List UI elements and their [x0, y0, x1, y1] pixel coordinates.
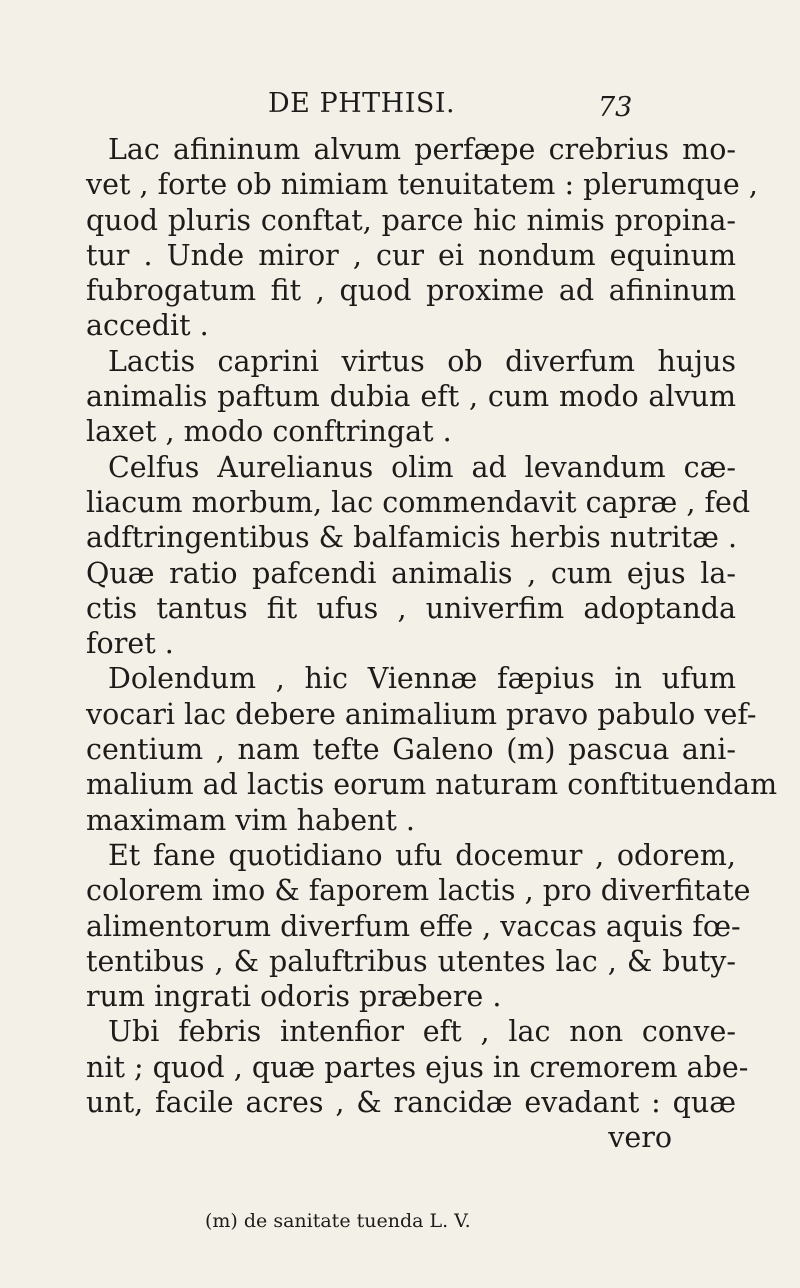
text-line: Celfus Aurelianus olim ad levandum cæ- — [108, 450, 736, 484]
text-line: adftringentibus & balfamicis herbis nutritæ . — [86, 521, 738, 555]
text-line: tentibus , & paluftribus utentes lac , & buty- — [86, 944, 736, 978]
text-line: Dolendum , hic Viennæ fæpius in ufum — [108, 662, 736, 696]
text-line: accedit . — [86, 309, 209, 343]
text-line: rum ingrati odoris præbere . — [86, 980, 502, 1014]
footnote: (m) de sanitate tuenda L. V. — [205, 1210, 471, 1232]
text-line: fubrogatum fit , quod proxime ad afininum — [86, 274, 736, 308]
text-line: Lac afininum alvum perfæpe crebrius mo- — [108, 133, 736, 166]
text-line: Et fane quotidiano ufu docemur , odorem, — [108, 838, 736, 872]
text-line: vocari lac debere animalium pravo pabulo vef- — [86, 697, 757, 731]
text-line: vet , forte ob nimiam tenuitatem : plerumque , — [86, 168, 758, 202]
text-line: liacum morbum, lac commendavit capræ , fed — [86, 485, 751, 519]
text-line: unt, facile acres , & rancidæ evadant : quæ — [86, 1086, 736, 1120]
text-line: Quæ ratio pafcendi animalis , cum ejus la- — [86, 556, 736, 590]
text-line: centium , nam tefte Galeno (m) pascua ani- — [86, 733, 736, 767]
text-line: nit ; quod , quæ partes ejus in cremorem abe- — [86, 1050, 749, 1084]
text-line: quod pluris conftat, parce hic nimis propina- — [86, 203, 736, 237]
text-line: maximam vim habent . — [86, 803, 415, 837]
catchword: vero — [608, 1121, 672, 1155]
text-line: colorem imo & faporem lactis , pro diverfitate — [86, 874, 751, 908]
text-line: alimentorum diverfum effe , vaccas aquis fœ- — [86, 909, 741, 943]
text-line: Lactis caprini virtus ob diverfum hujus — [108, 344, 736, 378]
text-line: malium ad lactis eorum naturam conftituendam — [86, 768, 778, 802]
page-number: 73 — [598, 92, 633, 123]
text-line: Ubi febris intenfior eft , lac non conve- — [108, 1015, 736, 1049]
text-line: foret . — [86, 627, 174, 661]
page-header — [0, 84, 800, 124]
body-text — [86, 132, 778, 1156]
text-line: animalis paftum dubia eft , cum modo alvum — [86, 380, 736, 414]
running-head: DE PHTHISI. — [268, 88, 456, 119]
text-line: tur . Unde miror , cur ei nondum equinum — [86, 238, 736, 272]
text-line: laxet , modo conftringat . — [86, 415, 452, 449]
text-line: ctis tantus fit ufus , univerfim adoptanda — [86, 591, 736, 625]
